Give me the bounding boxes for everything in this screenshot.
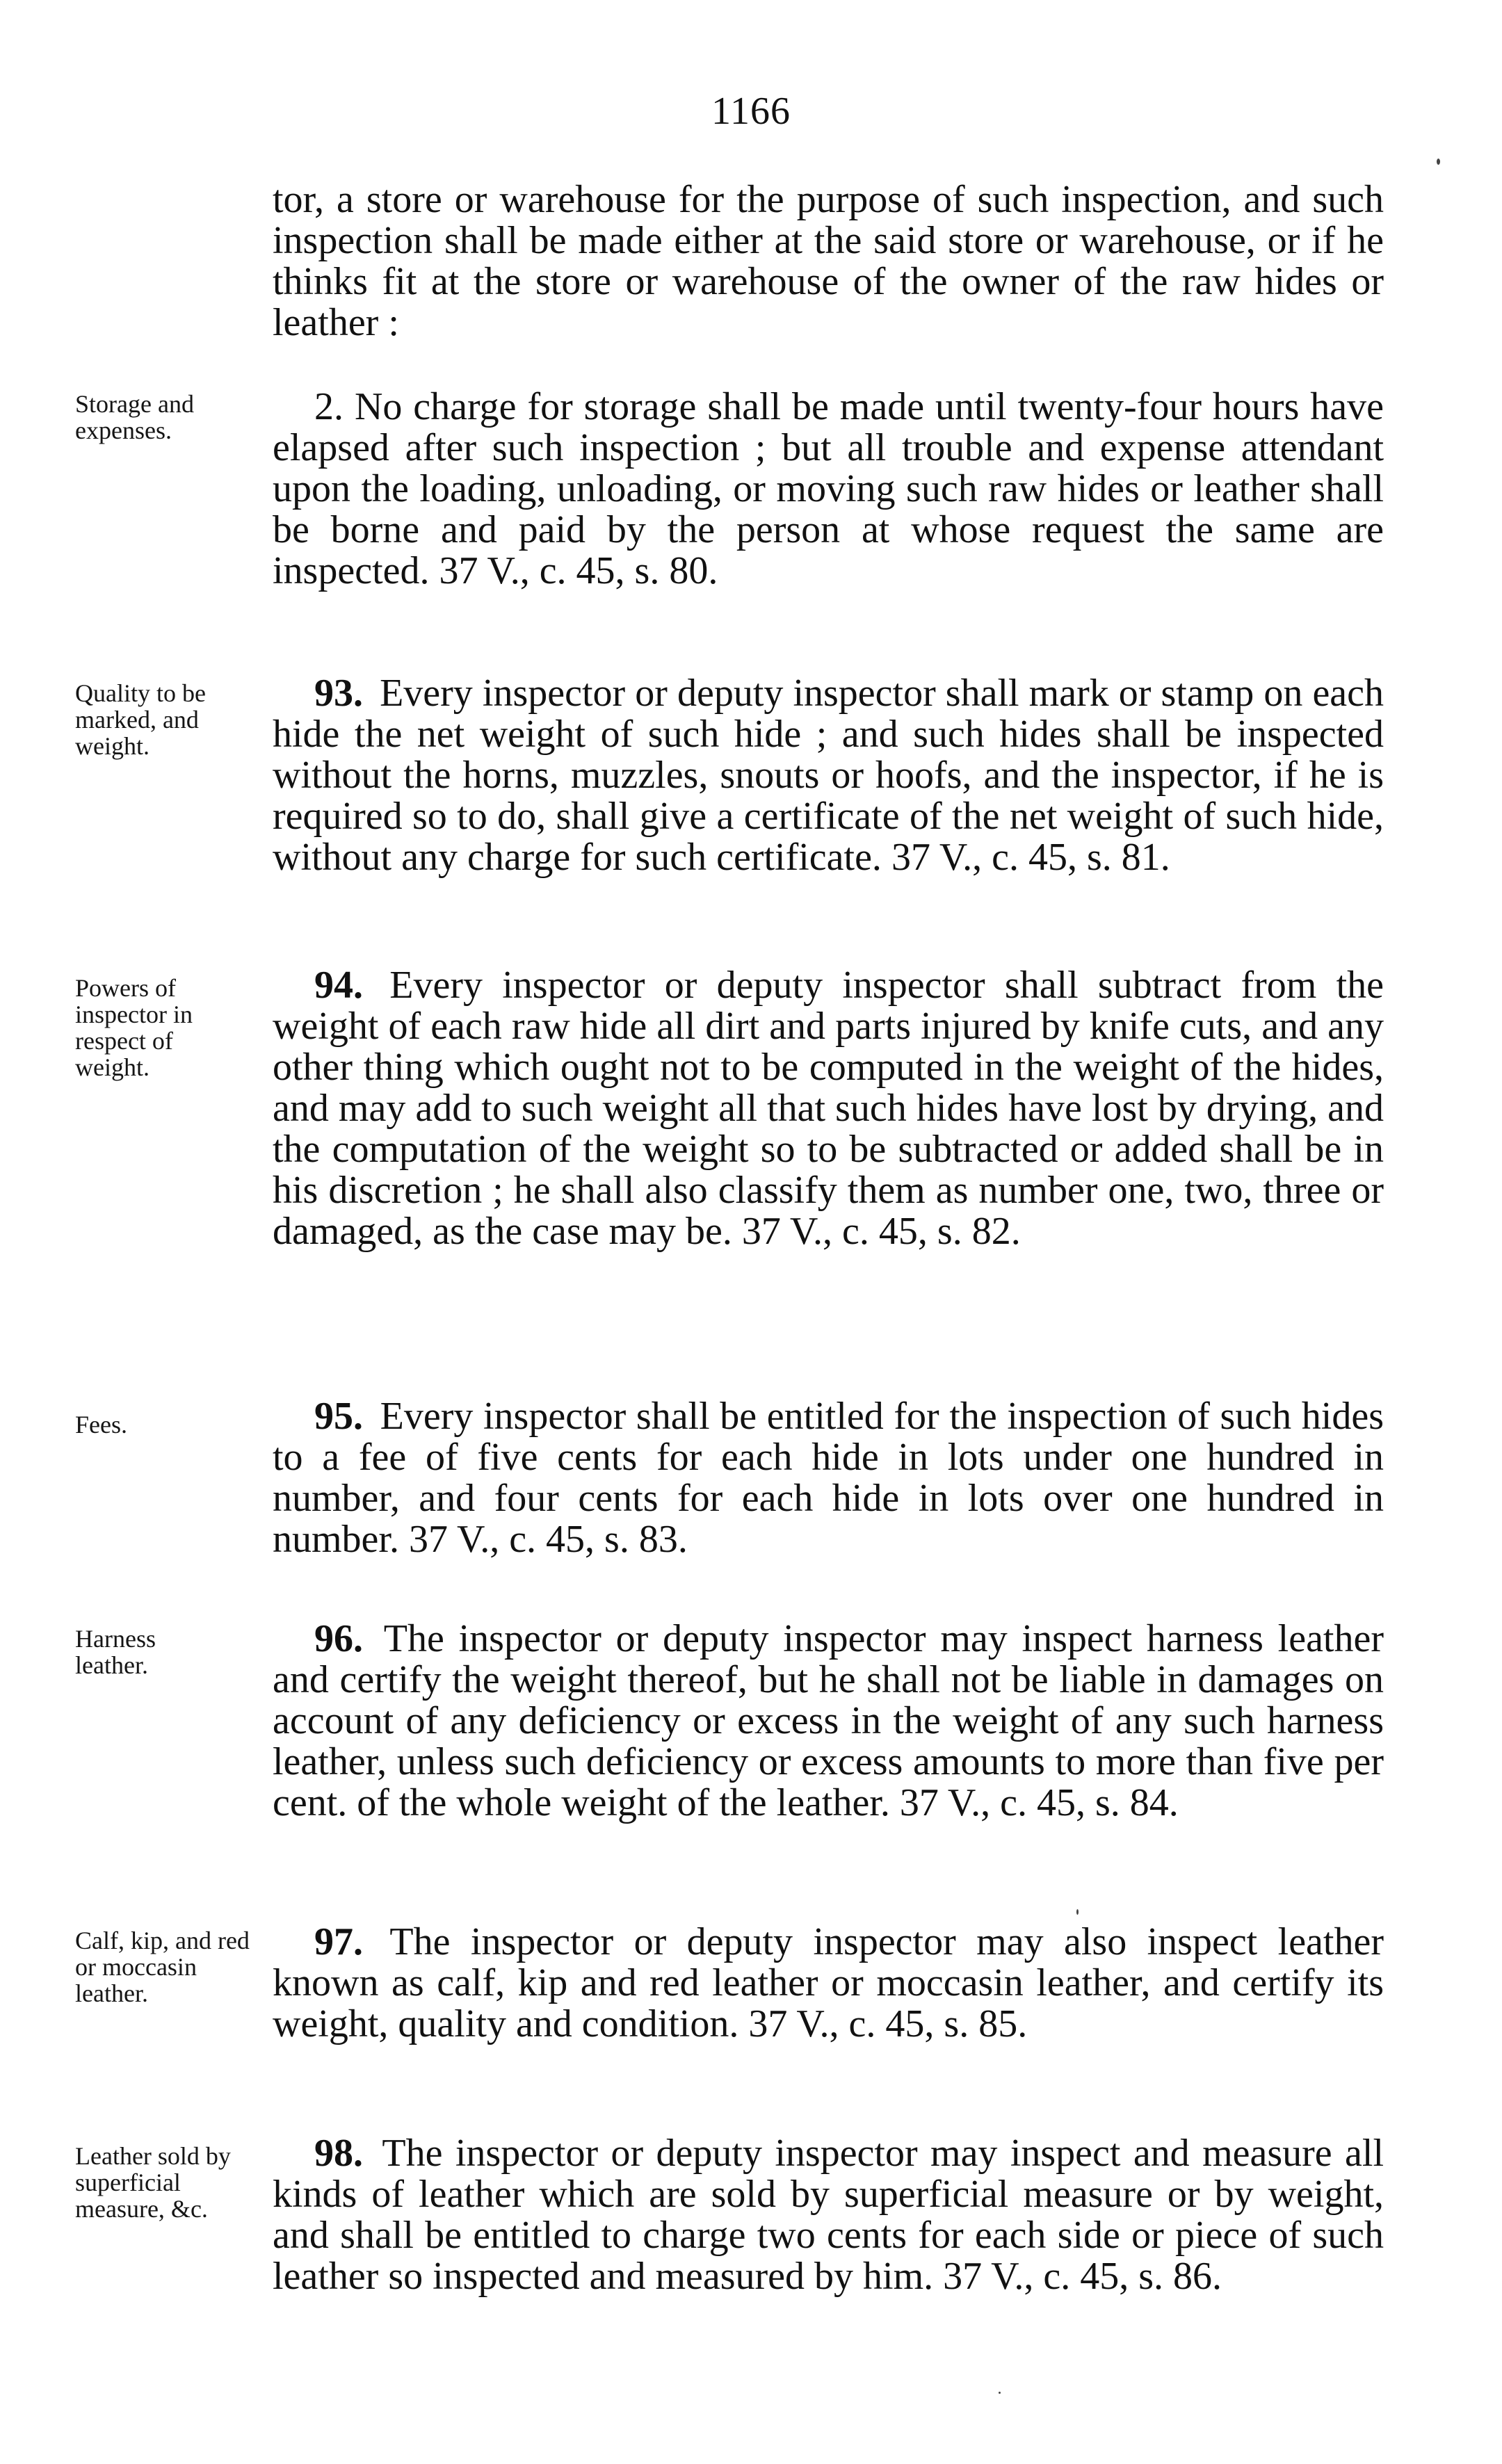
section-body: Every inspector shall be entitled for the inspection of such hides to a fee of five cents for each hide in lots under one hundred in number, and four cents for each hide in lots over one hundred in number. [273, 1395, 1384, 1561]
section-citation: 37 V., c. 45, s. 80. [439, 549, 718, 592]
section-number: 2. [314, 385, 344, 428]
section-number: 96. [314, 1617, 363, 1660]
scan-speck [1437, 159, 1440, 165]
section-citation: 37 V., c. 45, s. 85. [748, 2002, 1028, 2045]
section-text [273, 965, 1384, 1252]
margin-note: Storage and expenses. [75, 390, 194, 444]
section-text [273, 1922, 1384, 2045]
section-citation: 37 V., c. 45, s. 84. [899, 1781, 1179, 1824]
margin-note: Calf, kip, and red or moccasin leather. [75, 1927, 250, 2007]
section-citation: 37 V., c. 45, s. 82. [741, 1210, 1021, 1253]
section-body: The inspector or deputy inspector may inspect harness leather and certify the weight thereof, but he shall not be liable in damages on account of any deficiency or excess in the weight of any such harness leather, unless such deficiency or excess amounts to more than five per cent. of the whole weight of the leather. [273, 1617, 1384, 1824]
section-text [273, 2133, 1384, 2297]
section-text [273, 179, 1384, 343]
section-body: tor, a store or warehouse for the purpose of such inspection, and such inspection shall be made either at the said store or warehouse, or if he thinks fit at the store or warehouse of the owner of the raw hides or leather : [273, 178, 1384, 344]
section-number: 95. [314, 1395, 363, 1438]
margin-note: Powers of inspector in respect of weight. [75, 974, 193, 1081]
scan-speck [999, 2392, 1001, 2394]
section-body: Every inspector or deputy inspector shall mark or stamp on each hide the net weight of such hide ; and such hides shall be inspected without the horns, muzzles, snouts or hoofs, and the inspector, if he is required so to do, shall give a certificate of the net weight of such hide, without any charge for such certificate. [273, 672, 1384, 879]
section-number: 97. [314, 1920, 363, 1963]
section-body: The inspector or deputy inspector may inspect and measure all kinds of leather which are sold by superficial measure or by weight, and shall be entitled to charge two cents for each side or piece of such leather so inspected and measured by him. [273, 2132, 1384, 2298]
section-number: 94. [314, 964, 363, 1007]
scan-speck [1076, 1909, 1079, 1915]
margin-note: Quality to be marked, and weight. [75, 679, 206, 760]
section-citation: 37 V., c. 45, s. 81. [891, 836, 1170, 879]
section-body: No charge for storage shall be made until twenty-four hours have elapsed after such inspection ; but all trouble and expense attendant upon the loading, unloading, or moving such raw hides or leather shall be borne and paid by the person at whose request the same are inspected. [273, 385, 1384, 592]
margin-note: Harness leather. [75, 1625, 156, 1679]
section-number: 98. [314, 2132, 363, 2175]
section-text [273, 387, 1384, 592]
section-text [273, 1396, 1384, 1560]
section-citation: 37 V., c. 45, s. 83. [408, 1518, 688, 1561]
margin-note: Fees. [75, 1411, 127, 1438]
section-body: Every inspector or deputy inspector shall subtract from the weight of each raw hide all dirt and parts injured by knife cuts, and any other thing which ought not to be computed in the weight of the hides, and may add to such weight all that such hides have lost by drying, and the computation of the weight so to be subtracted or added shall be in his discretion ; he shall also classify them as number one, two, three or damaged, as the case may be. [273, 964, 1384, 1253]
section-body: The inspector or deputy inspector may also inspect leather known as calf, kip and red leather or moccasin leather, and certify its weight, quality and condition. [273, 1920, 1384, 2045]
section-citation: 37 V., c. 45, s. 86. [943, 2255, 1222, 2298]
section-number: 93. [314, 672, 363, 715]
section-text [273, 1619, 1384, 1824]
page-number: 1166 [711, 90, 791, 133]
margin-note: Leather sold by superficial measure, &c. [75, 2142, 231, 2223]
section-text [273, 673, 1384, 878]
